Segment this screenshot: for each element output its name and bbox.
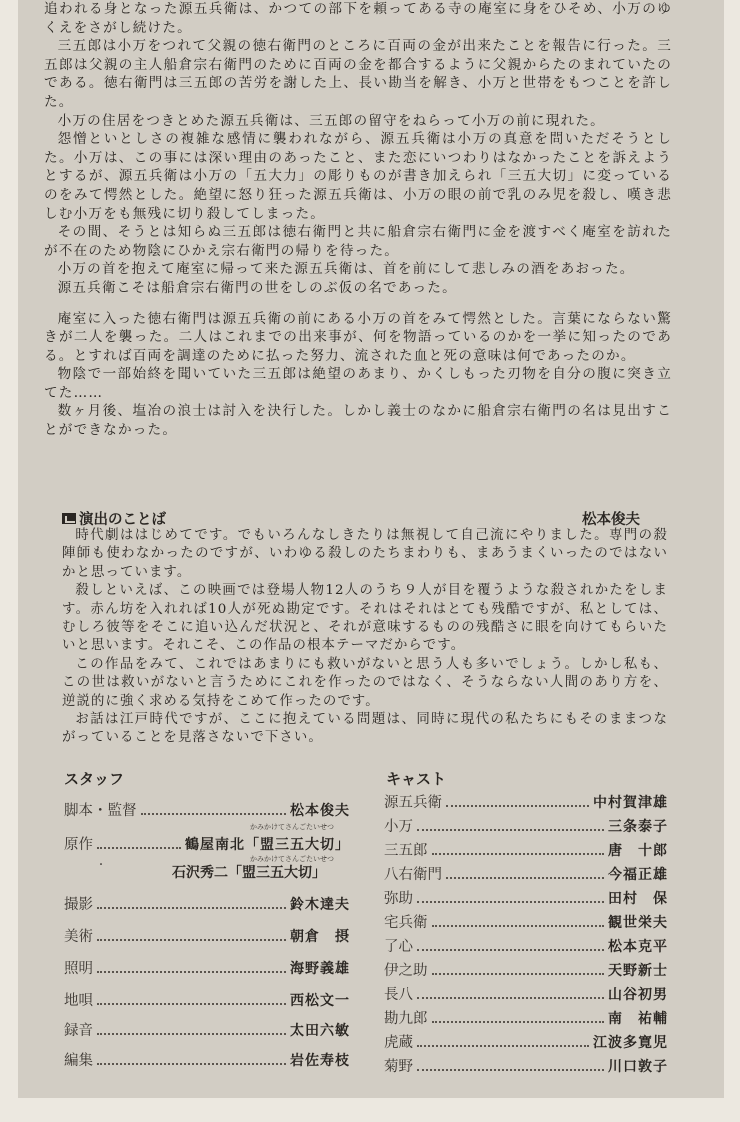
- cast-name: 江波多寛児: [593, 1035, 668, 1051]
- synopsis-paragraph: 庵室に入った徳右衛門は源五兵衛の前にある小万の首をみて愕然とした。言葉にならない驚きが二人を襲った。二人はこれまでの出来事が、何を物語っているのかを一挙に知ったのである。とすれば百両を調達のために払った努力、流された血と死の意味は何であったのか。: [44, 310, 672, 364]
- leader-dots: [432, 1021, 605, 1023]
- synopsis-paragraph: 三五郎は小万をつれて父親の徳右衛門のところに百両の金が出来たことを報告に行った。三五郎は父親の主人船倉宗右衛門のために百両の金を都合するように父親からたのまれていたのである。徳右衛門は三五郎の苦労を謝した上、長い勘当を解き、小万と世帯をもつことを許した。: [44, 38, 672, 110]
- director-statement-title: [62, 508, 166, 529]
- staff-role: 美術: [64, 929, 93, 945]
- leader-dots: [141, 813, 287, 815]
- cast-name: 川口敦子: [608, 1059, 668, 1075]
- director-statement-header: [62, 508, 640, 529]
- cast-role: 源五兵衛: [384, 795, 442, 811]
- staff-role: 撮影: [64, 897, 93, 913]
- leader-dots: [97, 939, 286, 941]
- staff-name: 石沢秀二「盟三五大切」: [172, 865, 326, 881]
- cast-role: 宅兵衛: [384, 915, 428, 931]
- page-margin-right: [724, 0, 740, 1098]
- cast-row: [384, 958, 668, 980]
- director-paragraph: 時代劇ははじめてです。でもいろんなしきたりは無視して自己流にやりました。専門の殺陣師も使わなかったのですが、いわゆる殺しのたちまわりも、まあうまくいったのではないかと思っています。: [62, 528, 668, 580]
- director-paragraph: この作品をみて、これではあまりにも救いがないと思う人も多いでしょう。しかし私も、この世は救いがないと言うためにこれを作ったのではなく、そうならない人間のあり方を、逆説的に強く求める気持をこめて作ったのです。: [62, 656, 668, 709]
- cast-name: 山谷初男: [608, 987, 668, 1003]
- cast-role: 了心: [384, 939, 413, 955]
- synopsis-paragraph: 数ヶ月後、塩冶の浪士は討入を決行した。しかし義士のなかに船倉宗右衛門の名は見出すことができなかった。: [44, 403, 672, 439]
- staff-name: 松本俊夫: [290, 803, 350, 819]
- cast-name: 中村賀津雄: [593, 795, 668, 811]
- leader-dots: [97, 907, 286, 909]
- staff-heading: スタッフ: [64, 770, 125, 788]
- cast-name: 観世栄夫: [608, 915, 668, 931]
- staff-role: 地唄: [64, 993, 93, 1009]
- leader-dots: [446, 877, 604, 879]
- cast-row: [384, 982, 668, 1004]
- staff-name: 海野義雄: [290, 961, 350, 977]
- leader-dots: [432, 925, 605, 927]
- cast-role: 長八: [384, 987, 413, 1003]
- staff-role: 原作: [64, 837, 93, 853]
- leader-dots: [417, 829, 604, 831]
- synopsis-paragraph: 怨憎といとしさの複雑な感情に襲われながら、源五兵衛は小万の真意を問いただそうとした。小万は、この事には深い理由のあったこと、また恋にいつわりはなかったことを訴えようとするが、源五兵衛は小万の「五大力」の彫りものが書き加えられ「三五大切」に変っているのをみて愕然とした。絶望に怒り狂った源五兵衛は、小万の眼の前で乳のみ児を殺し、嘆き悲しむ小万をも無残に切り殺してしまった。: [44, 131, 672, 222]
- leader-dots: [97, 971, 286, 973]
- cast-role: 八右衛門: [384, 867, 442, 883]
- cast-row: [384, 910, 668, 932]
- staff-role: 脚本・監督: [64, 803, 137, 819]
- synopsis-paragraph: 小万の首を抱えて庵室に帰って来た源五兵衛は、首を前にして悲しみの酒をあおった。: [57, 261, 635, 278]
- cast-row: [384, 862, 668, 884]
- cast-role: 虎蔵: [384, 1035, 413, 1051]
- staff-name: 西松文一: [290, 993, 350, 1009]
- cast-row: [384, 838, 668, 860]
- cast-role: 小万: [384, 819, 413, 835]
- leader-dots: [417, 901, 604, 903]
- cast-role: 伊之助: [384, 963, 428, 979]
- staff-role: 照明: [64, 961, 93, 977]
- page-margin-left: [0, 0, 18, 1098]
- staff-name: 鶴屋南北「盟三五大切」: [185, 837, 350, 853]
- synopsis-paragraph: 源五兵衛こそは船倉宗右衛門の世をしのぶ仮の名であった。: [57, 279, 457, 296]
- leader-dots: [432, 853, 605, 855]
- staff-row: [64, 988, 350, 1010]
- staff-row: [64, 1018, 350, 1040]
- staff-row: [64, 924, 350, 946]
- cast-row: [384, 1030, 668, 1052]
- synopsis-text: [44, 0, 672, 440]
- cast-name: 三条泰子: [608, 819, 668, 835]
- leader-dots: [97, 847, 181, 849]
- staff-row: [64, 892, 350, 914]
- staff-row: [64, 832, 350, 854]
- cast-row: [384, 814, 668, 836]
- leader-dots: [432, 973, 605, 975]
- director-statement-body: [62, 527, 668, 748]
- director-paragraph: 殺しといえば、この映画では登場人物12人のうち９人が目を覆うような殺されかたをします。赤ん坊を入れれば10人が死ぬ勘定です。それはそれはとても残酷ですが、私としては、むしろ彼等をそこに追い込んだ状況と、それが意味するものの残酷さに眼を向けてもらいたいと思います。それこそ、この作品の根本テーマだからです。: [62, 583, 668, 654]
- cast-row: [384, 1054, 668, 1076]
- cast-name: 田村 保: [608, 891, 668, 907]
- cast-name: 今福正雄: [608, 867, 668, 883]
- staff-row: [64, 1048, 350, 1070]
- leader-dots: [417, 949, 604, 951]
- staff-name: 岩佐寿枝: [290, 1053, 350, 1069]
- cast-row: [384, 1006, 668, 1028]
- leader-dots: [97, 1033, 286, 1035]
- bullet-mark: ・: [96, 860, 106, 871]
- title-ruby: かみかけてさんごたいせつ: [250, 823, 334, 831]
- cast-row: [384, 934, 668, 956]
- cast-name: 天野新士: [608, 963, 668, 979]
- leader-dots: [417, 997, 604, 999]
- staff-name: 鈴木達夫: [290, 897, 350, 913]
- director-heading: 演出のことば: [79, 512, 166, 528]
- synopsis-paragraph: 物陰で一部始終を聞いていた三五郎は絶望のあまり、かくしもった刃物を自分の腹に突き立てた……: [44, 366, 672, 401]
- director-author: 松本俊夫: [582, 512, 640, 528]
- synopsis-paragraph: その間、そうとは知らぬ三五郎は徳右衛門と共に船倉宗右衛門に金を渡すべく庵室を訪れたが不在のため物陰にひかえ宗右衛門の帰りを待った。: [44, 224, 672, 259]
- staff-name: 朝倉 摂: [290, 929, 350, 945]
- synopsis-paragraph: 追われる身となった源五兵衛は、かつての部下を頼ってある寺の庵室に身をひそめ、小万のゆくえをさがし続けた。: [44, 1, 672, 36]
- staff-row: [64, 798, 350, 820]
- director-paragraph: お話は江戸時代ですが、ここに抱えている問題は、同時に現代の私たちにもそのままつながっていることを見落さないで下さい。: [62, 712, 668, 746]
- cast-role: 三五郎: [384, 843, 428, 859]
- cast-role: 勘九郎: [384, 1011, 428, 1027]
- cast-name: 唐 十郎: [608, 843, 668, 859]
- leader-dots: [446, 805, 589, 807]
- cast-role: 弥助: [384, 891, 413, 907]
- cast-name: 南 祐輔: [608, 1011, 668, 1027]
- staff-row: [64, 956, 350, 978]
- cast-row: [384, 790, 668, 812]
- cast-name: 松本克平: [608, 939, 668, 955]
- staff-name: 太田六敏: [290, 1023, 350, 1039]
- staff-role: 編集: [64, 1053, 93, 1069]
- leader-dots: [97, 1063, 286, 1065]
- section-mark-icon: [62, 513, 76, 524]
- cast-row: [384, 886, 668, 908]
- leader-dots: [417, 1045, 589, 1047]
- cast-role: 菊野: [384, 1059, 413, 1075]
- leader-dots: [417, 1069, 604, 1071]
- page-margin-bottom: [0, 1098, 740, 1122]
- cast-heading: キャスト: [386, 770, 447, 788]
- leader-dots: [97, 1003, 286, 1005]
- staff-role: 録音: [64, 1023, 93, 1039]
- title-ruby: かみかけてさんごたいせつ: [250, 855, 334, 863]
- synopsis-paragraph: 小万の住居をつきとめた源五兵衛は、三五郎の留守をねらって小万の前に現れた。: [57, 112, 605, 129]
